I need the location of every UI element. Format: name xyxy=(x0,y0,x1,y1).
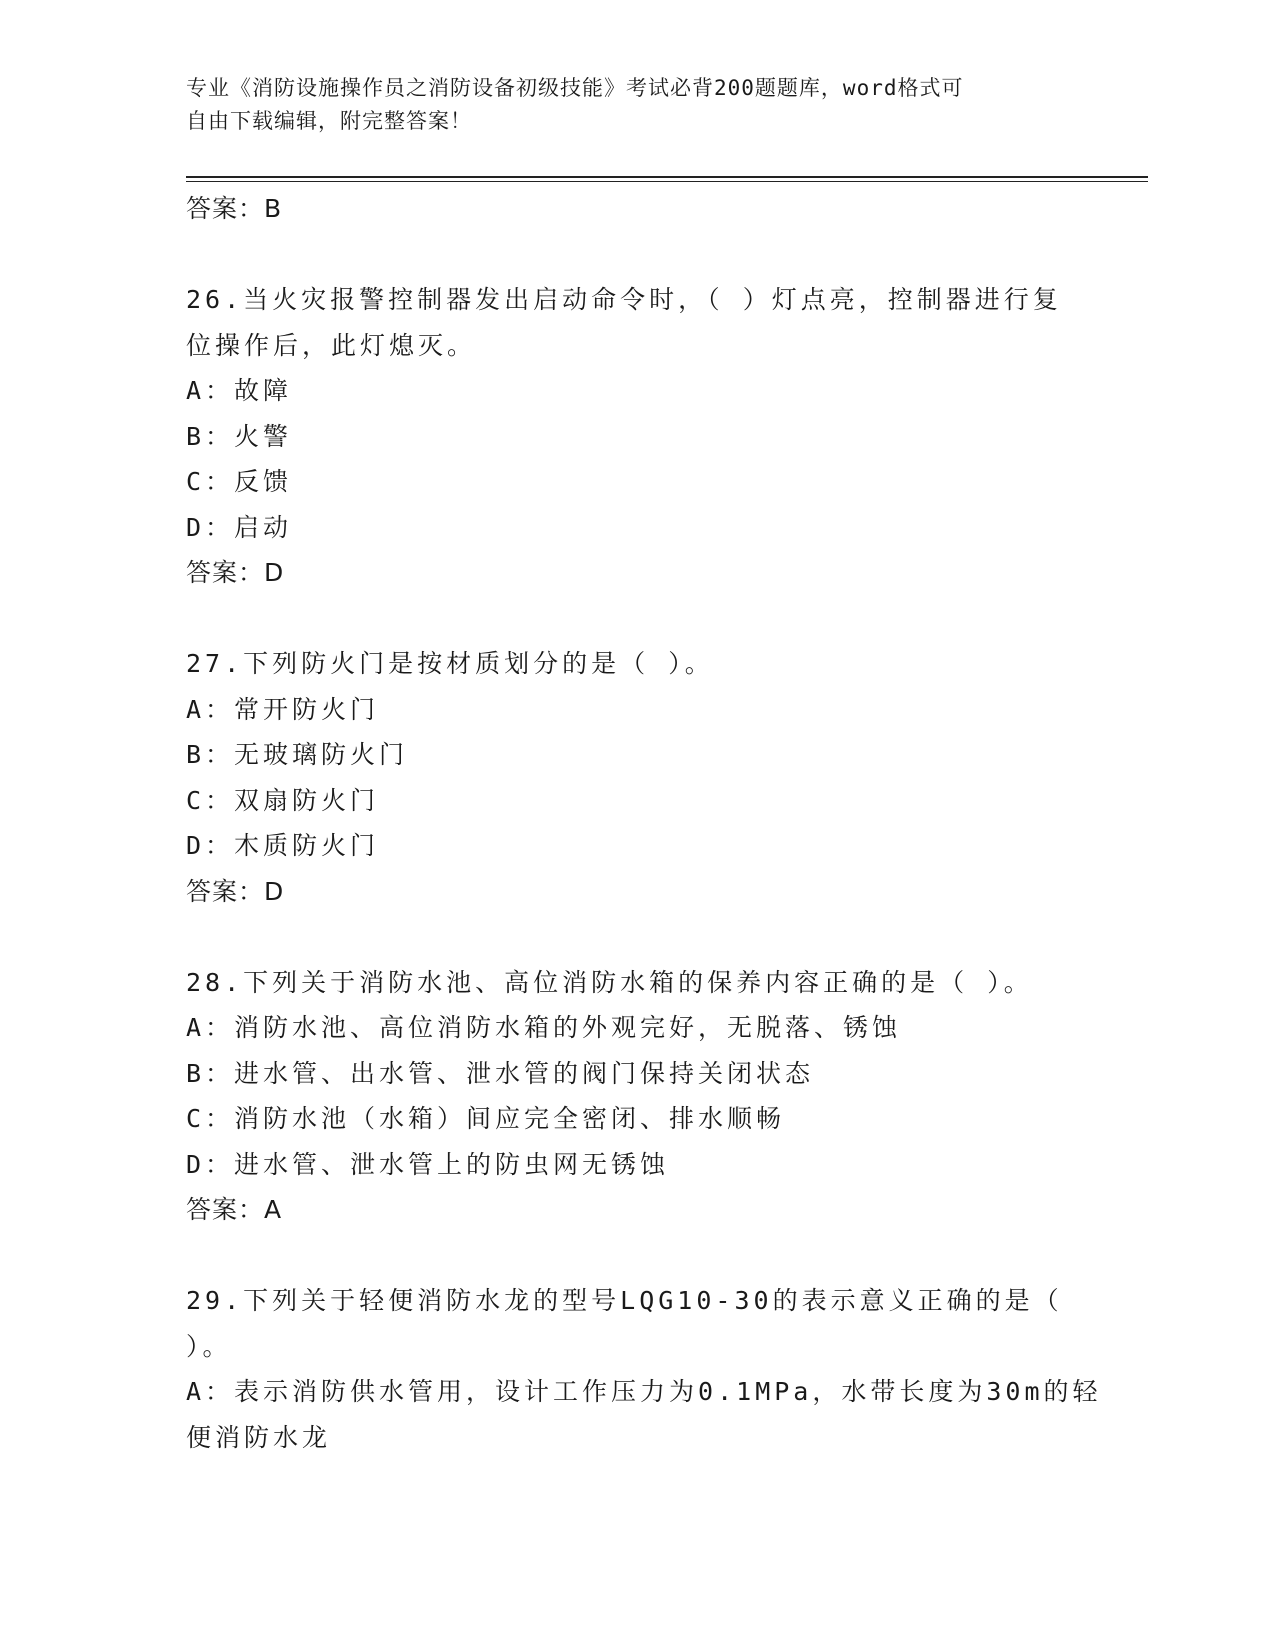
option-c: C：双扇防火门 xyxy=(186,785,380,815)
question-stem: 29.下列关于轻便消防水龙的型号LQG10-30的表示意义正确的是（ xyxy=(186,1286,1063,1315)
option-b: B：进水管、出水管、泄水管的阀门保持关闭状态 xyxy=(186,1058,815,1088)
answer-line: 答案：D xyxy=(186,876,285,906)
question-block-27 xyxy=(186,641,1086,914)
option-d: D：启动 xyxy=(186,512,293,542)
option-c: C：消防水池（水箱）间应完全密闭、排水顺畅 xyxy=(186,1104,786,1133)
question-stem: 26.当火灾报警控制器发出启动命令时，（ ）灯点亮，控制器进行复 xyxy=(186,285,1062,314)
question-block-29 xyxy=(186,1278,1102,1460)
spacer xyxy=(186,596,1086,642)
spacer xyxy=(186,232,1086,278)
question-stem-continued: ）。 xyxy=(186,1331,232,1361)
question-block-26 xyxy=(186,277,1086,596)
document-body xyxy=(186,186,1102,1460)
spacer xyxy=(186,1233,1086,1279)
document-header xyxy=(186,72,1066,138)
option-d: D：木质防火门 xyxy=(186,831,380,860)
question-stem: 28.下列关于消防水池、高位消防水箱的保养内容正确的是（ ）。 xyxy=(186,967,1033,997)
spacer xyxy=(186,914,1086,960)
question-block-28 xyxy=(186,960,1086,1233)
option-a: A：消防水池、高位消防水箱的外观完好，无脱落、锈蚀 xyxy=(186,1013,902,1042)
option-d: D：进水管、泄水管上的防虫网无锈蚀 xyxy=(186,1149,670,1179)
answer-line: 答案：B xyxy=(186,194,283,223)
question-stem: 27.下列防火门是按材质划分的是（ ）。 xyxy=(186,649,714,678)
option-a: A：故障 xyxy=(186,376,293,405)
option-b: B：火警 xyxy=(186,421,293,451)
option-a-continued: 便消防水龙 xyxy=(186,1422,332,1452)
header-divider-thick xyxy=(186,176,1148,178)
header-divider-thin xyxy=(186,181,1148,182)
question-stem-continued: 位操作后，此灯熄灭。 xyxy=(186,330,477,360)
header-line-1: 专业《消防设施操作员之消防设备初级技能》考试必背200题题库，word格式可 xyxy=(186,76,964,100)
answer-line: 答案：D xyxy=(186,558,285,587)
header-line-2: 自由下载编辑，附完整答案！ xyxy=(186,109,472,133)
option-b: B：无玻璃防火门 xyxy=(186,740,409,769)
option-c: C：反馈 xyxy=(186,467,293,496)
option-a: A：表示消防供水管用，设计工作压力为0.1MPa，水带长度为30m的轻 xyxy=(186,1377,1102,1406)
option-a: A：常开防火门 xyxy=(186,694,380,724)
answer-line: 答案：A xyxy=(186,1195,283,1224)
